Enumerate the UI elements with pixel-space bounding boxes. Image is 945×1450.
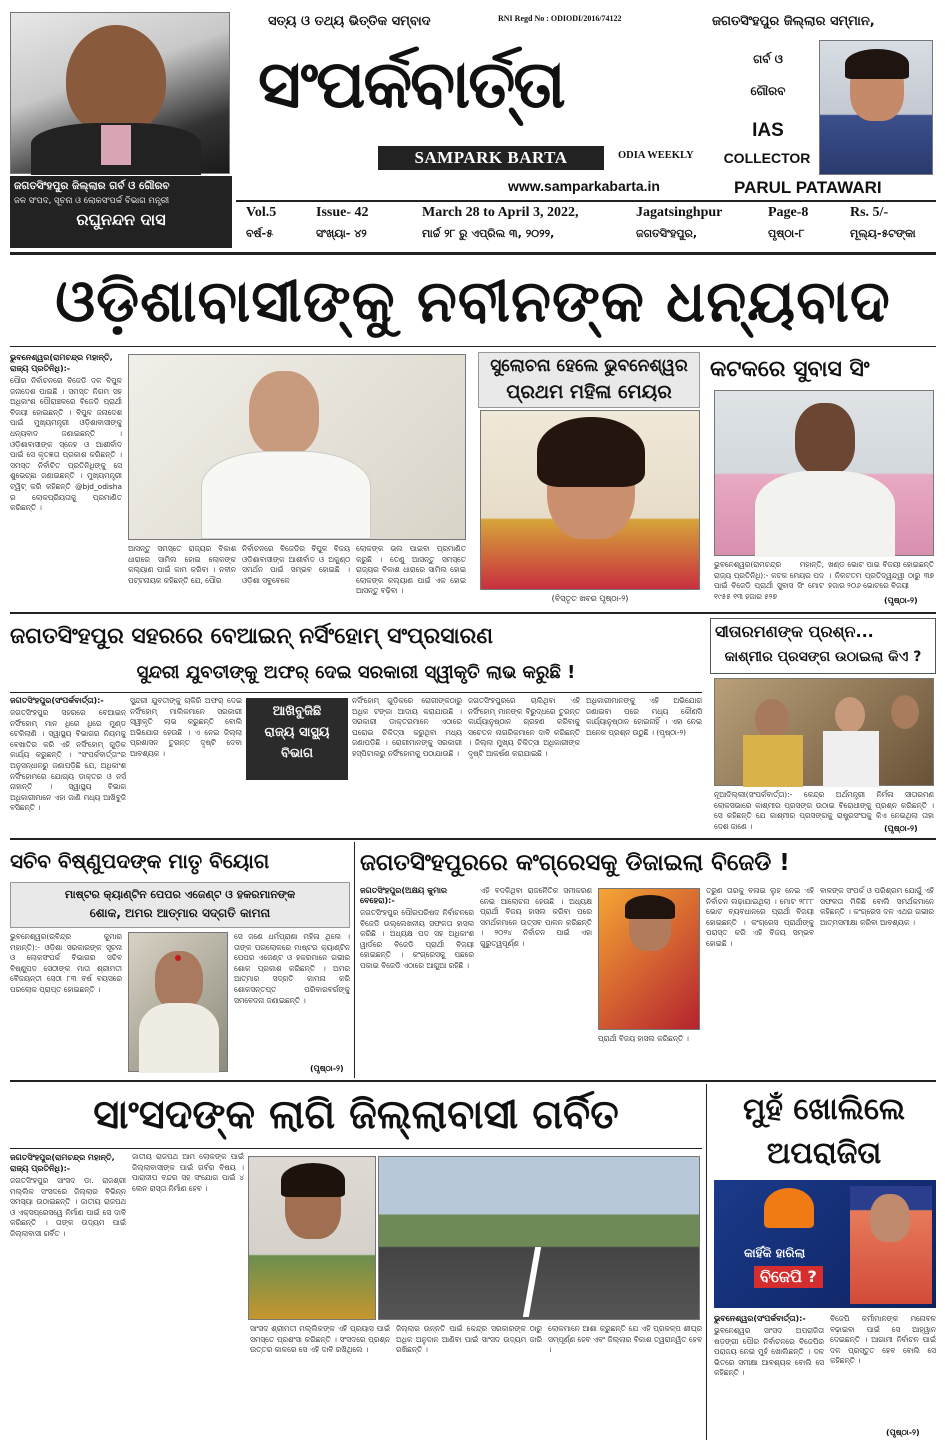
story6-divider: [354, 842, 355, 1078]
story7-headline: ଜଗତସିଂହପୁରରେ କଂଗ୍ରେସକୁ ଡିଜାଇଲା ବିଜେଡି !: [360, 850, 790, 876]
issue-place: Jagatsinghpur: [636, 205, 723, 220]
collector-line3: ଗୌରବ: [750, 84, 786, 98]
story9-headline-line2: ଅପରାଜିତା: [766, 1136, 882, 1171]
collector-title-collector: COLLECTOR: [723, 150, 811, 166]
story6-box-line1: ମାଷ୍ଟର କ୍ୟାଣ୍ଟିନ ପେପର ଏଜେଣ୍ଟ ଓ ହକରମାନଙ୍କ: [64, 888, 296, 901]
story8-body3: ସାଂସଦ ଶ୍ରୀମତୀ ମଲ୍ଲିକଙ୍କ ଏହି ପ୍ରୟାସ ପାଇଁ ସମସ୍ତେ ପ୍ରଶଂସା କରିଛନ୍ତି । ସଂସଦରେ ପ୍ରଶ୍ନ ଉତ୍ତର କାଳରେ ସେ ଏହି ଦାବି ରଖିଥିଲେ ।: [250, 1324, 390, 1355]
subas-singh-photo: [714, 390, 934, 556]
issue-page-odia: ପୃଷ୍ଠା-୮: [768, 227, 805, 240]
section1-bottom-rule: [10, 612, 936, 614]
minister-line2: ଜଳ ସଂପଦ, ସୂଚନା ଓ ଲୋକସଂପର୍କ ବିଭାଗ ମନ୍ତ୍ରୀ: [14, 196, 170, 206]
story7-body4: ବାଳଙ୍କ ସଂପର୍କ ଓ ପରିଶ୍ରମ ଯୋଗୁଁ ଏହି ସଫଳତା ମିଳିଛି ବୋଲି ସମର୍ଥକମାନେ କହିଛନ୍ତି । କଂଗ୍ରେସ ଦଳ ଏଥର ଗଭୀର ଆତ୍ମସମୀକ୍ଷା କରିବା ଆବଶ୍ୟକ ।: [820, 886, 934, 927]
story1-body-c3: ଲୋକଙ୍କ ଭଲ ପାଇବା ପ୍ରମାଣିତ କରୁଛି । ତେଣୁ ଆସନ୍ତୁ ସମସ୍ତେ ରାଜ୍ୟର ବିକାଶ ଧାରାରେ ସାମିଲ ହୋଇ ଲୋକଙ୍କ କଲ୍ୟାଣ ପାଇଁ ଏକ ହୋଇ ଆସନ୍ତୁ ବଢ଼ିବା ।: [356, 544, 466, 596]
story6-continued: (ପୃଷ୍ଠା-୨): [310, 1064, 344, 1073]
story5-headline-box: [710, 618, 936, 674]
story6-box: [10, 882, 350, 928]
section3-bottom-rule: [10, 1080, 936, 1082]
masthead-english-banner: [378, 146, 604, 170]
story1-body-c1: ଆସନ୍ତୁ ସମସ୍ତେ ରାଜ୍ୟର ବିକାଶ ଧାରାରେ ସାମିଲ ହୋଇ ଲୋକଙ୍କ କଲ୍ୟାଣ ପାଇଁ କାମ କରିବା । ନବୀନ ପଟ୍ଟନାୟକ କହିଛନ୍ତି ଯେ, ପୌର: [128, 544, 236, 585]
issue-page: Page-8: [768, 205, 809, 220]
story6-box-line2: ଶୋକ, ଅମର ଆତ୍ମାର ସଦ୍‌ଗତି କାମନା: [89, 906, 271, 920]
issue-price: Rs. 5/-: [850, 205, 889, 220]
story5-headline-line1: ସୀତାରମଣଙ୍କ ପ୍ରଶ୍ନ...: [715, 622, 874, 641]
story5-continued: (ପୃଷ୍ଠା-୨): [884, 824, 918, 833]
issue-bar: [236, 203, 936, 249]
story6-body-right: ସେ ଜଣେ ଧର୍ମପ୍ରାଣା ମହିଳା ଥିଲେ । ତାଙ୍କ ପରଲୋକରେ ମାଷ୍ଟର କ୍ୟାଣ୍ଟିନ ପେପର ଏଜେଣ୍ଟ ଓ ହକରମାନେ ଗଭୀର ଶୋକ ପ୍ରକାଶ କରିଛନ୍ତି । ଅମର ଆତ୍ମାର ସଦ୍‌ଗତି କାମନା କରି ଶୋକସନ୍ତପ୍ତ ପରିବାରବର୍ଗଙ୍କୁ ସମବେଦନା ଜଣାଇଛନ୍ତି ।: [234, 932, 350, 1005]
story8-body4: ଜିଲ୍ଲାର ଉନ୍ନତି ପାଇଁ କେନ୍ଦ୍ର ସରକାରଙ୍କ ଠାରୁ ଅଧିକ ଅନୁଦାନ ଆଣିବା ପାଇଁ ସାଂସଦ ଉଦ୍ୟମ ଜାରି ରଖିଛନ୍ତି ।: [396, 1324, 542, 1355]
story7-photo-caption: ପ୍ରାର୍ଥୀ ବିଜୟ ହାସଲ କରିଛନ୍ତି ।: [598, 1034, 689, 1043]
story8-divider: [706, 1084, 707, 1440]
banner-line1: କାହିଁକି ହାରିଲା: [744, 1246, 806, 1260]
highway-photo: [378, 1156, 700, 1320]
sulochana-photo: [480, 410, 700, 590]
story6-body-left: ଭୁବନେଶ୍ୱର(ରବିନ୍ଦ୍ର କୁମାର ମହାନ୍ତି):- ଓଡ଼ିଶା ସରକାରଙ୍କ ସୂଚନା ଓ ଲୋକସଂପର୍କ ବିଭାଗର ସଚିବ ବିଷ୍ଣୁପଦ ସେଠୀଙ୍କ ମାତା ଶ୍ରୀମତୀ ବୈଜୟନ୍ତୀ ସେଠୀ ୮୩ ବର୍ଷ ବୟସରେ ପରଲୋକ ପ୍ରାପ୍ତ ହୋଇଛନ୍ତି ।: [10, 932, 122, 994]
story3-continued: (ପୃଷ୍ଠା-୨): [884, 596, 918, 605]
story4-dateline: ଜଗତସିଂହପୁର(ସଂପର୍କବାର୍ତ୍ତା):-: [10, 696, 104, 705]
story6-headline: ସଚିବ ବିଷ୍ଣୁପଦଙ୍କ ମାତୃ ବିୟୋଗ: [10, 849, 270, 873]
story4-body2: ସୁନ୍ଦରୀ ଯୁବତୀଙ୍କୁ ଚାକିରି ଅଫର୍ ଦେଇ ନର୍ସିଂହୋମ୍ ମାଲିକମାନେ ସରକାରୀ ସ୍ୱୀକୃତି ଲାଭ କରୁଛନ୍ତି ବୋଲି ଅଭିଯୋଗ ହେଉଛି । ଏ ନେଇ ଜିଲ୍ଲା ପ୍ରଶାସନ ତୁରନ୍ତ ଦୃଷ୍ଟି ଦେବା ଆବଶ୍ୟକ ।: [130, 696, 242, 758]
naveen-photo: [128, 354, 466, 540]
aparajita-banner: [714, 1180, 936, 1308]
issue-volume-odia: ବର୍ଷ-୫: [246, 227, 274, 240]
story7-dateline: ଜଗତସିଂହପୁର(ଅକ୍ଷୟ କୁମାର ବେହେରା):-: [360, 886, 447, 905]
mp-photo: [248, 1156, 376, 1320]
rni-number: RNI Regd No : ODIODI/2016/74122: [498, 14, 622, 23]
story7-body3: ତରୁଣ ତାରକୁ ବଳାଇ ଲୁହ ନେଇ ଏହି ନିର୍ବାଚନ ଲଢ଼ାଯାଇଥିଲା । ମୋଟ ୨୮୮୮ ଭୋଟ ବ୍ୟବଧାନରେ ପ୍ରାର୍ଥୀ ବିଜୟୀ ହୋଇଛନ୍ତି । କଂଗ୍ରେସ ପ୍ରାର୍ଥୀଙ୍କୁ ପରାସ୍ତ କରି ଏହି ବିଜୟ ସମ୍ଭବ ହୋଇଛି ।: [706, 886, 814, 948]
story9-continued: (ପୃଷ୍ଠା-୨): [886, 1428, 920, 1437]
minister-name: ରଘୁନନ୍ଦନ ଦାସ: [76, 210, 166, 229]
story4-box-line2: ରାଜ୍ୟ ସାସ୍ଥ୍ୟ: [264, 725, 330, 740]
masthead-bottom-rule: [10, 252, 936, 255]
collector-line2: ଗର୍ବ ଓ: [753, 52, 783, 66]
story2-headline-box: [478, 352, 700, 408]
story9-headline-line1: ମୁହଁ ଖୋଲିଲେ: [743, 1092, 905, 1127]
story9-body-left: ଭୁବନେଶ୍ୱର ସାଂସଦ ଅପରାଜିତା ଷଡ଼ଙ୍ଗୀ ପୌର ନିର୍ବାଚନରେ ବିଜେପିର ପରାଜୟ ନେଇ ମୁହଁ ଖୋଲିଛନ୍ତି । ଦଳ ଭିତରେ ସମୀକ୍ଷା ଆବଶ୍ୟକ ବୋଲି ସେ କହିଛନ୍ତି ।: [714, 1326, 824, 1378]
story4-box-line3: ବିଭାଗ: [280, 746, 314, 761]
website-link[interactable]: www.samparkabarta.in: [508, 178, 660, 194]
story1-body-left: ପୌର ନିର୍ବାଚନରେ ବିଜେଡି ଦଳ ବିପୁଳ ଜନାଦେଶ ପାଇଛି । ସମସ୍ତ ନିଗମ ସହ ଅଧିକାଂଶ ପୌରାଞ୍ଚଳରେ ବିଜେଡି ପ୍ରାର୍ଥୀ ବିଜୟୀ ହୋଇଛନ୍ତି । ବିପୁଳ ଜନାଦେଶ ପାଇଁ ମୁଖ୍ୟମନ୍ତ୍ରୀ ଓଡ଼ିଶାବାସୀଙ୍କୁ ଧନ୍ୟବାଦ ଜଣାଇଛନ୍ତି । ଓଡ଼ିଶାବାସୀଙ୍କ ସ୍ନେହ ଓ ଆଶୀର୍ବାଦ ପାଇଁ ସେ କୃତଜ୍ଞତା ପ୍ରକାଶ କରିଛନ୍ତି । ସମସ୍ତ ନିର୍ବାଚିତ ପ୍ରତିନିଧିଙ୍କୁ ସେ ଶୁଭେଚ୍ଛା ଜଣାଇଛନ୍ତି । ମୁଖ୍ୟମନ୍ତ୍ରୀ ଟ୍ୱିଟ୍ କରି କହିଛନ୍ତି @bjd_odisha ର ଲୋକପ୍ରିୟତାକୁ ପ୍ରମାଣିତ କରିଛନ୍ତି ।: [10, 376, 122, 513]
story8-body5: ଲୋକମାନେ ଆଶା କରୁଛନ୍ତି ଯେ ଏହି ପ୍ରକଳ୍ପ ଶୀଘ୍ର ସମ୍ପୂର୍ଣ୍ଣ ହେବ ଏବଂ ଜିଲ୍ଲାର ବିକାଶ ତ୍ୱରାନ୍ୱିତ ହେବ ।: [548, 1324, 702, 1355]
collector-photo: [819, 40, 933, 175]
story5-headline-line2: କାଶ୍ମୀର ପ୍ରସଙ୍ଗ ଉଠାଇଲା କିଏ ?: [724, 649, 922, 665]
story8-dateline: ଜଗତସିଂହପୁର(ରାମଚନ୍ଦ୍ର ମହାନ୍ତି, ରାଜ୍ୟ ପ୍ରତିନିଧି):-: [10, 1153, 115, 1173]
story2-headline-line1: ସୁଲୋଚନା ହେଲେ ଭୁବନେଶ୍ୱର: [490, 356, 688, 376]
issue-place-odia: ଜଗତସିଂହପୁର,: [636, 227, 698, 240]
minister-line1: ଜଗତସିଂହପୁର ଜିଲ୍ଲାର ଗର୍ବ ଓ ଗୌରବ: [14, 180, 170, 192]
issue-price-odia: ମୂଲ୍ୟ-୫ଟଙ୍କା: [850, 227, 916, 240]
story7-body2: ଏହି ବଦଳିଥିବା ରାଜନୈତିକ ସମୀକରଣ ନେଇ ଆଲୋଚନା ହେଉଛି । ଅଧ୍ୟକ୍ଷ ପ୍ରାର୍ଥୀ ବିଜୟ ହାସଲ କରିବା ପରେ ସମର୍ଥକମାନେ ଉତ୍ସବ ପାଳନ କରିଛନ୍ତି । ୨୦୨୪ ନିର୍ବାଚନ ପାଇଁ ଏହା ଗୁରୁତ୍ୱପୂର୍ଣ୍ଣ ।: [480, 886, 592, 948]
minister-caption-box: [10, 176, 232, 248]
parliament-photo: [714, 678, 934, 786]
story4-box-line1: ଆଖିବୁଜିଛି: [272, 704, 322, 719]
main-headline-rule: [10, 346, 936, 347]
mother-photo: [128, 932, 228, 1072]
story4-body4: ଜଗତସିଂହପୁରରେ ଚାଲିଥିବା ଏହି ନର୍ସିଂହୋମ୍ ମାନଙ୍କ ବିରୁଦ୍ଧରେ ତୁରନ୍ତ କାର୍ଯ୍ୟାନୁଷ୍ଠାନ ଗ୍ରହଣ କରିବାକୁ ସଚେତନ ନାଗରିକମାନେ ଦାବି କରିଛନ୍ତି । ଜିଲ୍ଲା ମୁଖ୍ୟ ଚିକିତ୍ସା ଅଧିକାରୀଙ୍କ ଦୃଷ୍ଟି ଆକର୍ଷଣ କରାଯାଇଛି ।: [468, 696, 580, 758]
story2-headline-line2: ପ୍ରଥମ ମହିଳା ମେୟର: [506, 381, 672, 403]
banner-line2: ବିଜେପି ?: [754, 1266, 823, 1288]
masthead-title: ସଂପର୍କବାର୍ତ୍ତା: [258, 46, 564, 123]
story1-body-c2: ନିର୍ବାଚନରେ ବିଜେଡିର ବିପୁଳ ବିଜୟ ଓଡ଼ିଶାବାସୀଙ୍କ ଆଶୀର୍ବାଦ ଓ ଅକୁଣ୍ଠ ସମର୍ଥନ ପାଇଁ ସମ୍ଭବ ହୋଇଛି । ଓଡ଼ିଶା ସବୁବେଳେ: [242, 544, 350, 585]
issue-number-odia: ସଂଖ୍ୟା- ୪୨: [316, 227, 367, 240]
collector-name: PARUL PATAWARI: [734, 178, 882, 197]
story4-box: [246, 698, 348, 780]
story4-subheadline: ସୁନ୍ଦରୀ ଯୁବତୀଙ୍କୁ ଅଫର୍ ଦେଇ ସରକାରୀ ସ୍ୱୀକୃତି ଲାଭ କରୁଛି !: [136, 662, 576, 683]
story2-caption: (ବିସ୍ତୃତ ଖବର ପୃଷ୍ଠା-୨): [551, 594, 629, 603]
aparajita-photo: [850, 1186, 932, 1304]
story8-body2: ଜାତୀୟ ରାଜପଥ ଆମ ଲୋକଙ୍କ ପାଇଁ ଜିଲ୍ଲାବାସୀଙ୍କ ପାଇଁ ଗର୍ବର ବିଷୟ । ପାରାଦୀପ ବନ୍ଦର ସହ ସଂଯୋଗ ପାଇଁ ୪ ଲେନ ରାସ୍ତା ନିର୍ମାଣ ହେବ ।: [132, 1152, 244, 1193]
story9-dateline: ଭୁବନେଶ୍ୱର(ସଂପର୍କବାର୍ତ୍ତା):-: [714, 1314, 806, 1323]
issue-date: March 28 to April 3, 2022,: [422, 205, 579, 220]
story3-body-left: ଭୁବନେଶ୍ୱର(ରାମଚନ୍ଦ୍ର ମହାନ୍ତି, ରାଜ୍ୟ ପ୍ରତିନିଧି):- କଟକ ମେୟର ପଦ ପାଇଁ ବିଜେଡି ପ୍ରାର୍ଥୀ ସୁବାସ ସିଂ ମୋଟ ୧୯୫୫ ୧୩ ହଜାର ୫୨୭: [714, 560, 824, 601]
story4-headline: ଜଗତସିଂହପୁର ସହରରେ ବେଆଇନ୍ ନର୍ସିଂହୋମ୍ ସଂପ୍ରସାରଣ: [10, 624, 493, 649]
issue-volume: Vol.5: [246, 205, 277, 220]
collector-line1: ଜଗତସିଂହପୁର ଜିଲ୍ଲାର ସମ୍ମାନ,: [712, 14, 875, 29]
story3-headline: କଟକରେ ସୁବାସ ସିଂ: [710, 357, 870, 382]
issue-number: Issue- 42: [316, 205, 369, 220]
story1-dateline: ଭୁବନେଶ୍ୱର(ରାମଚନ୍ଦ୍ର ମହାନ୍ତି, ରାଜ୍ୟ ପ୍ରତିନିଧି):-: [10, 353, 113, 373]
collector-title-ias: IAS: [752, 120, 784, 141]
issue-bar-top-rule: [236, 200, 936, 202]
story5-body: ନୂଆଦିଲ୍ଲୀ(ସଂପର୍କବାର୍ତ୍ତା):- କେନ୍ଦ୍ର ଅର୍ଥମନ୍ତ୍ରୀ ନିର୍ମଳା ସୀତାରମଣ ଲୋକସଭାରେ କାଶ୍ମୀର ପ୍ରସଙ୍ଗ ଉଠାଇ ବିରୋଧୀଙ୍କୁ ପ୍ରଶ୍ନ କରିଛନ୍ତି । ସେ କହିଛନ୍ତି ଯେ କାଶ୍ମୀର ପ୍ରସଙ୍ଗକୁ ରାଷ୍ଟ୍ରସଂଘକୁ କିଏ ନେଇଥିଲା ତାହା ଦେଶ ଜାଣେ ।: [714, 790, 934, 831]
story3-body-right: ଖଣ୍ଡ ଭୋଟ ପାଇ ବିଜୟୀ ହୋଇଛନ୍ତି । ନିକଟତମ ପ୍ରତିଦ୍ୱନ୍ଦ୍ୱୀ ଠାରୁ ୩୭ ହଜାର ୨୦୬ ଭୋଟରେ ବିଜୟୀ: [828, 560, 934, 591]
story8-headline: ସାଂସଦଙ୍କ ଲାଗି ଜିଲ୍ଲାବାସୀ ଗର୍ବିତ: [93, 1092, 619, 1138]
minister-photo: [10, 12, 230, 174]
bjp-lotus-icon: [764, 1188, 814, 1228]
masthead-english-title: SAMPARK BARTA: [414, 148, 568, 167]
story4-body3: ନର୍ସିଂହୋମ୍ ଗୁଡ଼ିକରେ ରୋଗୀଙ୍କଠାରୁ ଅଧିକ ଟଙ୍କା ଆଦାୟ କରାଯାଉଛି । ସରକାରୀ ଡାକ୍ତରମାନେ ଏଠାରେ ଘରୋଇ ଚିକିତ୍ସା କରୁଥିବା ମଧ୍ୟ ଜଣାପଡ଼ିଛି । ରୋଗୀମାନଙ୍କୁ ସରକାରୀ ହସ୍ପିଟାଲରୁ ନର୍ସିଂହୋମକୁ ପଠାଯାଉଛି ।: [352, 696, 462, 758]
story8-body1: ଜଗତସିଂହପୁର ସାଂସଦ ଡା. ରାଜଶ୍ରୀ ମଲ୍ଲିକ ସଂସଦରେ ଜିଲ୍ଲାର ବିଭିନ୍ନ ସମସ୍ୟା ଉଠାଇଛନ୍ତି । ଜାତୀୟ ରାଜପଥ ଓ ଏକ୍ସପ୍ରେସୱେ ନିର୍ମାଣ ପାଇଁ ସେ ଦାବି କରିଛନ୍ତି । ତାଙ୍କ ଉଦ୍ୟମ ପାଇଁ ଜିଲ୍ଲାବାସୀ ଗର୍ବିତ ।: [10, 1176, 126, 1238]
candidate-photo: [598, 888, 700, 1030]
story7-body1: ଜଗତସିଂହପୁର ପୌରପରିଷଦ ନିର୍ବାଚନରେ ବିଜେଡି ଉଲ୍ଲେଖନୀୟ ସଫଳତା ହାସଲ କରିଛି । ଅଧ୍ୟକ୍ଷ ପଦ ସହ ଅଧିକାଂଶ ୱାର୍ଡରେ ବିଜେଡି ପ୍ରାର୍ଥୀ ବିଜୟୀ ହୋଇଛନ୍ତି । କଂଗ୍ରେସକୁ ପଛରେ ପକାଇ ବିଜେଡି ଏଠାରେ ଆଗୁଆ ରହିଛି ।: [360, 908, 474, 970]
story4-body5: ଅଧିକାରୀମାନଙ୍କୁ ଏହି ଅଭିଯୋଗ ଜଣାଇବା ପରେ ମଧ୍ୟ କୌଣସି କାର୍ଯ୍ୟାନୁଷ୍ଠାନ ହୋଇନାହିଁ । ଏହା ନେଇ ଅନେକ ପ୍ରଶ୍ନ ଉଠୁଛି । (ପୃଷ୍ଠା-୨): [586, 696, 702, 737]
story8-headline-rule: [10, 1148, 702, 1149]
issue-date-odia: ମାର୍ଚ୍ଚ ୨୮ ରୁ ଏପ୍ରିଲ ୩, ୨୦୨୨,: [422, 227, 555, 240]
masthead-tagline: ସତ୍ୟ ଓ ତଥ୍ୟ ଭିତ୍ତିକ ସମ୍ବାଦ: [268, 14, 431, 29]
story9-body-right: ବିଜେପି କର୍ମୀମାନଙ୍କ ମନୋବଳ ବଢ଼ାଇବା ପାଇଁ ସେ ଆହ୍ୱାନ ଦେଇଛନ୍ତି । ଆଗାମୀ ନିର୍ବାଚନ ପାଇଁ ଦଳ ପ୍ରସ୍ତୁତ ହେବ ବୋଲି ସେ କହିଛନ୍ତି ।: [830, 1314, 936, 1366]
story4-sub-rule: [10, 692, 702, 693]
section2-bottom-rule: [10, 838, 936, 840]
main-headline: ଓଡ଼ିଶାବାସୀଙ୍କୁ ନବୀନଙ୍କ ଧନ୍ୟବାଦ: [55, 267, 891, 335]
story4-body1: ଜଗତସିଂହପୁର ସହରରେ ବେଆଇନ୍ ନର୍ସିଂହୋମ୍ ମାନ ଧିରେ ଧିରେ ମୁଣ୍ଡ ଟେକିଲାଣି । ସ୍ୱାସ୍ଥ୍ୟ ବିଭାଗର ନିୟମକୁ ବେଖାତିର କରି ଏହି ନର୍ସିଂହୋମ୍ ଗୁଡ଼ିକ କାର୍ଯ୍ୟ କରୁଛନ୍ତି । "ସଂପର୍କବାର୍ତ୍ତା"ର ଅନୁସନ୍ଧାନରୁ ଜଣାପଡ଼ିଛି ଯେ, ଅଧିକାଂଶ ନର୍ସିଂହୋମରେ ଯୋଗ୍ୟ ଡାକ୍ତର ଓ ନର୍ସ ନାହାନ୍ତି । ସ୍ୱାସ୍ଥ୍ୟ ବିଭାଗ ଅଧିକାରୀମାନେ ଏହା ଜାଣି ମଧ୍ୟ ଆଖିବୁଜି ବସିଛନ୍ତି ।: [10, 708, 126, 813]
odia-weekly-label: ODIA WEEKLY: [618, 150, 694, 161]
